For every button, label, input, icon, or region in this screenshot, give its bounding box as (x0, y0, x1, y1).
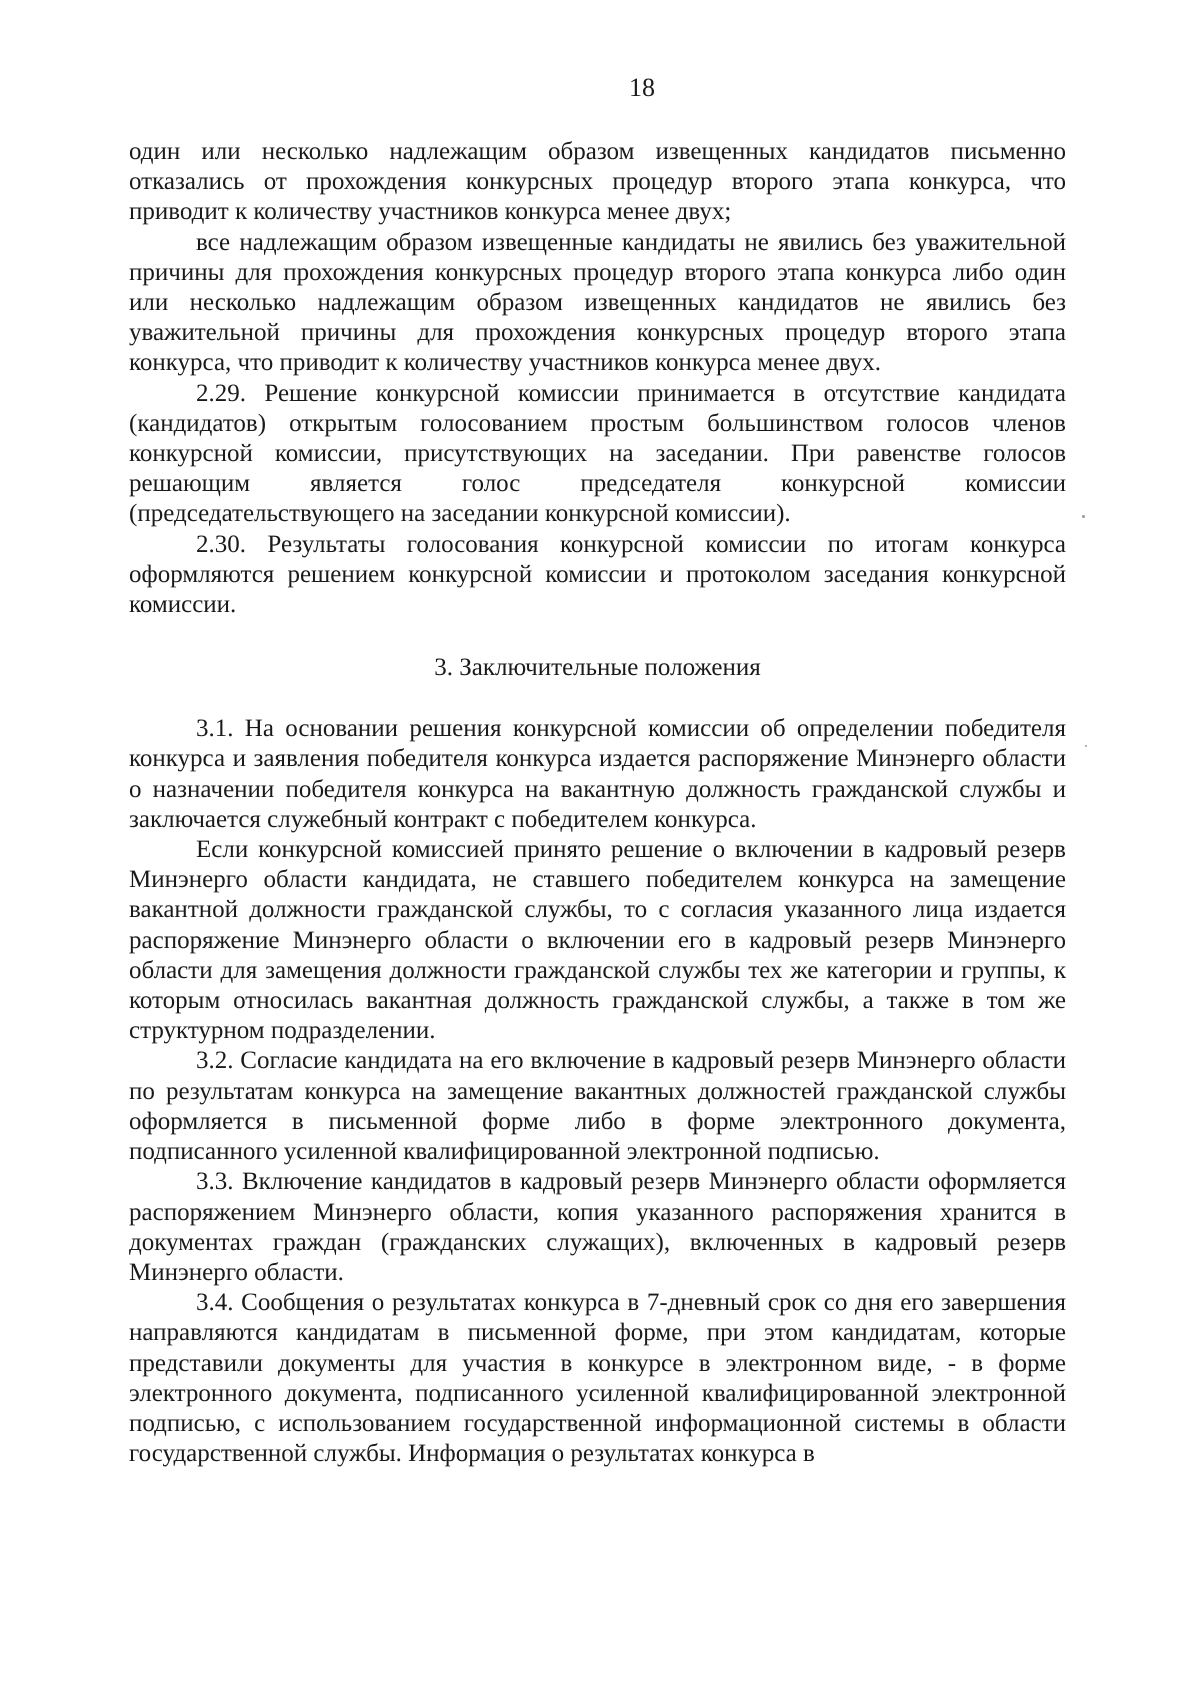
paragraph-3-4: 3.4. Сообщения о результатах конкурса в 7-дневный срок со дня его завершения направляются кандидатам в письменной форме, при этом кандидатам, которые представили документы для участия в конкурсе в электронном виде, - в форме электронного документа, подписанного усиленной квалифицированной электронной подписью, с использованием государственной информационной системы в области государственной службы. Информация о результатах конкурса в (129, 1289, 1066, 1468)
section-heading: 3. Заключительные положения (434, 654, 761, 682)
paragraph-2-30: 2.30. Результаты голосования конкурсной комиссии по итогам конкурса оформляются решением конкурсной комиссии и протоколом заседания конкурсной комиссии. (129, 530, 1066, 619)
scan-speck (1082, 515, 1085, 518)
paragraph: Если конкурсной комиссией принято решение о включении в кадровый резерв Минэнерго области кандидата, не ставшего победителем конкурса на замещение вакантной должности гражданской службы, то с согласия указанного лица издается распоряжение Минэнерго области о включении его в кадровый резерв Минэнерго области для замещения должности гражданской службы тех же категории и группы, к которым относилась вакантная должность гражданской службы, а также в том же структурном подразделении. (129, 836, 1066, 1045)
paragraph-2-29: 2.29. Решение конкурсной комиссии принимается в отсутствие кандидата (кандидатов) открытым голосованием простым большинством голосов членов конкурсной комиссии, присутствующих на заседании. При равенстве голосов решающим является голос председателя конкурсной комиссии (председательствующего на заседании конкурсной комиссии). (129, 379, 1066, 528)
paragraph-3-1: 3.1. На основании решения конкурсной комиссии об определении победителя конкурса и заявления победителя конкурса издается распоряжение Минэнерго области о назначении победителя конкурса на вакантную должность гражданской службы и заключается служебный контракт с победителем конкурса. (129, 715, 1066, 833)
paragraph-3-3: 3.3. Включение кандидатов в кадровый резерв Минэнерго области оформляется распоряжением Минэнерго области, копия указанного распоряжения хранится в документах граждан (гражданских служащих), включенных в кадровый резерв Минэнерго области. (129, 1168, 1066, 1286)
paragraph: один или несколько надлежащим образом извещенных кандидатов письменно отказались от прохождения конкурсных процедур второго этапа конкурса, что приводит к количеству участников конкурса менее двух; (129, 138, 1066, 226)
page-number: 18 (629, 73, 655, 102)
scan-speck (1085, 745, 1087, 747)
paragraph-3-2: 3.2. Согласие кандидата на его включение в кадровый резерв Минэнерго области по результатам конкурса на замещение вакантных должностей гражданской службы оформляется в письменной форме либо в форме электронного документа, подписанного усиленной квалифицированной электронной подписью. (129, 1047, 1066, 1166)
paragraph: все надлежащим образом извещенные кандидаты не явились без уважительной причины для прохождения конкурсных процедур второго этапа конкурса либо один или несколько надлежащим образом извещенных кандидатов не явились без уважительной причины для прохождения конкурсных процедур второго этапа конкурса, что приводит к количеству участников конкурса менее двух. (129, 228, 1066, 377)
document-body (129, 137, 1066, 1469)
